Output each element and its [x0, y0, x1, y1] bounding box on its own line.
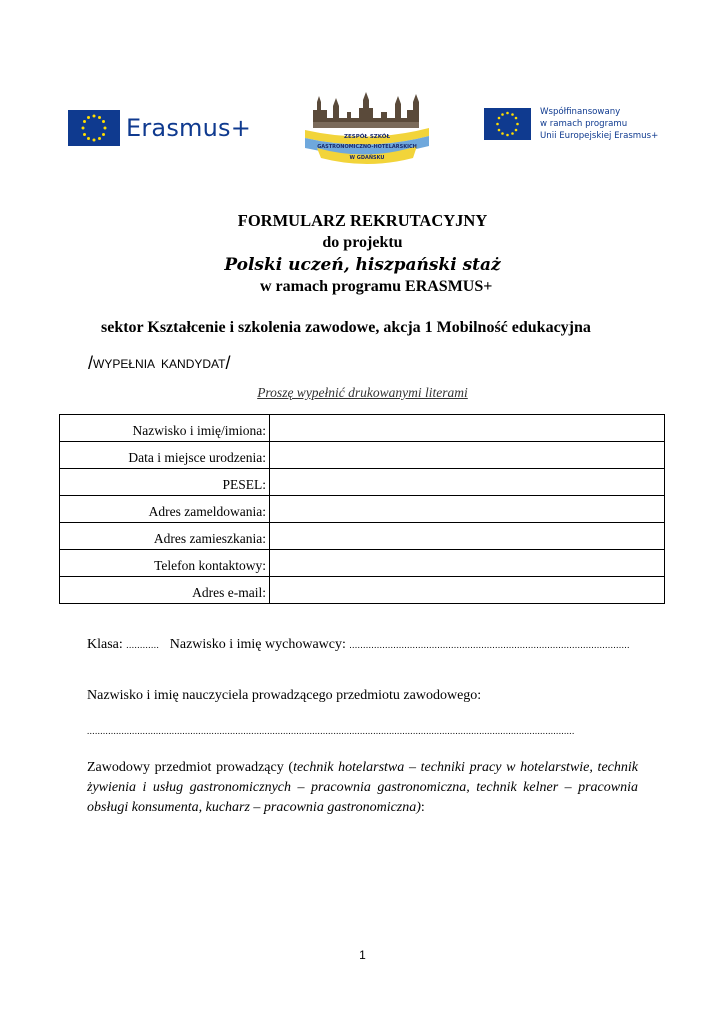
sector-line: sektor Kształcenie i szkolenia zawodowe, akcja 1 Mobilność edukacyjna: [101, 319, 591, 336]
school-logo-line2: GASTRONOMICZNO-HOTELARSKICH: [317, 144, 417, 150]
filled-by-candidate-label: [88, 353, 231, 374]
class-label: Klasa:: [87, 637, 123, 652]
field-label: PESEL:: [60, 469, 270, 496]
slash-open: /: [88, 353, 94, 373]
pesel-field[interactable]: [270, 469, 665, 496]
vocational-teacher-label: Nazwisko i imię nauczyciela prowadzącego przedmiotu zawodowego:: [87, 688, 482, 703]
table-row: [60, 469, 665, 496]
field-label: Adres zamieszkania:: [60, 523, 270, 550]
phone-field[interactable]: [270, 550, 665, 577]
table-row: [60, 442, 665, 469]
school-logo: [303, 88, 431, 170]
homeroom-teacher-label: Nazwisko i imię wychowawcy:: [169, 637, 346, 652]
name-field[interactable]: [270, 415, 665, 442]
subject-tail: :: [420, 800, 425, 815]
vocational-subject-paragraph: [87, 758, 638, 818]
cofunding-logo: [484, 108, 658, 142]
field-label: Telefon kontaktowy:: [60, 550, 270, 577]
school-logo-line3: W GDAŃSKU: [349, 155, 385, 161]
cofunding-text: [540, 106, 658, 142]
field-label: Nazwisko i imię/imiona:: [60, 415, 270, 442]
erasmus-logo-text: Erasmus+: [126, 114, 252, 142]
subject-lead: Zawodowy przedmiot prowadzący (: [87, 760, 294, 775]
eu-flag-icon: [68, 110, 120, 146]
birth-date-place-field[interactable]: [270, 442, 665, 469]
cofunding-line-1: Współfinansowany: [540, 107, 621, 117]
school-logo-line1: ZESPÓŁ SZKÓŁ: [343, 134, 391, 140]
form-title: FORMULARZ REKRUTACYJNY: [237, 211, 488, 230]
table-row: [60, 550, 665, 577]
field-label: Adres e-mail:: [60, 577, 270, 604]
vocational-teacher-field[interactable]: ........................................................................................................................................................................................: [87, 726, 575, 736]
field-label: Adres zameldowania:: [60, 496, 270, 523]
subject-details: technik hotelarstwa – techniki pracy w hotelarstwie, technik żywienia i usług gastronomicznych – pracownia gastronomiczna, technik kelner – pracownia obsługi konsumenta, kucharz – pracownia gastronomiczna): [87, 760, 638, 815]
cofunding-line-3: Unii Europejskiej Erasmus+: [540, 131, 659, 141]
erasmus-logo: [68, 110, 251, 146]
homeroom-teacher-field[interactable]: ......................................................................................................: [349, 640, 630, 650]
filled-by-text: WYPEŁNIA KANDYDAT: [93, 357, 226, 371]
table-row: [60, 415, 665, 442]
registered-address-field[interactable]: [270, 496, 665, 523]
field-label: Data i miejsce urodzenia:: [60, 442, 270, 469]
eu-flag-icon: [484, 108, 531, 140]
class-line: [87, 637, 630, 653]
residence-address-field[interactable]: [270, 523, 665, 550]
page-number: 1: [359, 948, 366, 962]
instruction-text: Proszę wypełnić drukowanymi literami: [257, 385, 468, 400]
programme-line: w ramach programu ERASMUS+: [260, 278, 493, 295]
candidate-form-table: [59, 414, 665, 604]
table-row: [60, 523, 665, 550]
form-subtitle: do projektu: [322, 234, 403, 251]
project-name: Polski uczeń, hiszpański staż: [224, 255, 501, 275]
table-row: [60, 496, 665, 523]
slash-close: /: [225, 353, 231, 373]
class-field[interactable]: ............: [126, 640, 160, 650]
cofunding-line-2: w ramach programu: [540, 119, 628, 129]
email-field[interactable]: [270, 577, 665, 604]
table-row: [60, 577, 665, 604]
